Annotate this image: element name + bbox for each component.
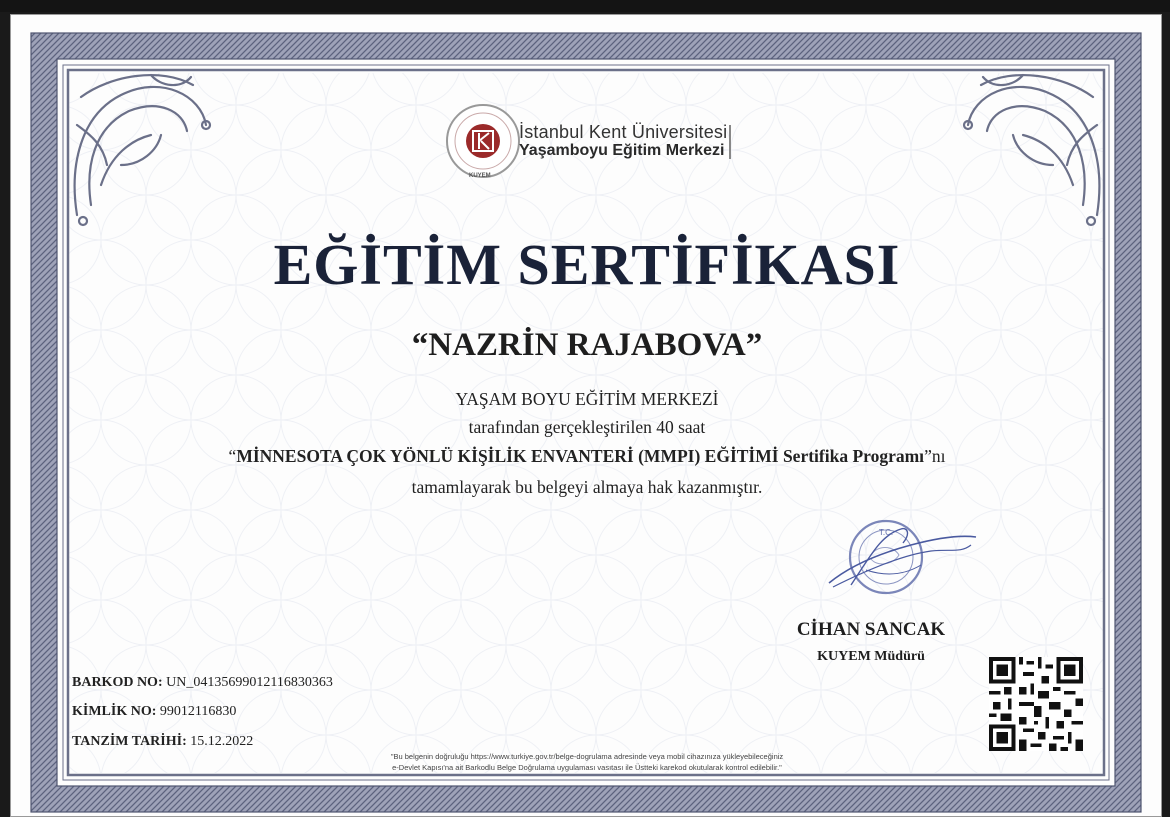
id-value: 99012116830 xyxy=(159,704,237,719)
verification-note-line2: e-Devlet Kapısı'na ait Barkodlu Belge Doğrulama uygulaması vasıtası ile Üstteki karekod okutularak kontrol edilebilir." xyxy=(392,763,782,772)
certificate-page xyxy=(10,14,1162,817)
duration-line: tarafından gerçekleştirilen 40 saat xyxy=(468,417,706,437)
verification-note-line1: "Bu belgenin doğruluğu https://www.turkiye.gov.tr/belge-dogrulama adresinde veya mobil cihazınıza yükleyebileceğiniz xyxy=(390,752,784,761)
program-line xyxy=(11,446,1162,467)
barcode-label: BARKOD NO: xyxy=(72,675,163,690)
logo-divider xyxy=(729,125,731,159)
qr-code-icon[interactable] xyxy=(989,657,1083,751)
recipient-name: “NAZRİN RAJABOVA” xyxy=(411,327,763,363)
program-suffix: ”nı xyxy=(924,446,946,466)
date-label: TANZİM TARİHİ: xyxy=(72,734,187,749)
signer-title: KUYEM Müdürü xyxy=(817,649,925,664)
barcode-value: UN_04135699012116830363 xyxy=(166,675,333,690)
program-open-quote: “ xyxy=(228,446,237,466)
institution-unit: Yaşamboyu Eğitim Merkezi xyxy=(519,142,725,159)
signer-name: CİHAN SANCAK xyxy=(796,619,946,640)
barcode-row xyxy=(72,675,333,691)
viewer-top-bar xyxy=(0,0,1170,12)
stamp-text: T.C. xyxy=(878,528,894,537)
completion-line: tamamlayarak bu belgeyi almaya hak kazanmıştır. xyxy=(411,477,763,497)
institution-name: İstanbul Kent Üniversitesi xyxy=(519,122,728,142)
program-name: MİNNESOTA ÇOK YÖNLÜ KİŞİLİK ENVANTERİ (MMPI) EĞİTİMİ Sertifika Programı xyxy=(236,446,925,466)
issuer-line: YAŞAM BOYU EĞİTİM MERKEZİ xyxy=(455,389,719,409)
id-label: KİMLİK NO: xyxy=(72,704,157,719)
seal-caption: KUYEM xyxy=(469,173,491,179)
date-value: 15.12.2022 xyxy=(190,734,254,749)
certificate-title: EĞİTİM SERTİFİKASI xyxy=(273,232,901,297)
id-row xyxy=(72,704,236,720)
date-row xyxy=(72,734,253,750)
signature-icon xyxy=(811,515,981,610)
